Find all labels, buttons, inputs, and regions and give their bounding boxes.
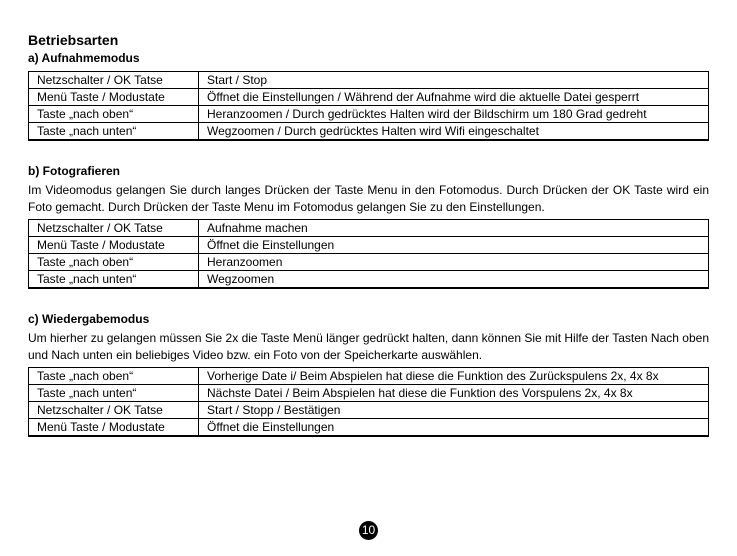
description-cell: Heranzoomen: [199, 254, 709, 271]
key-cell: Taste „nach oben“: [29, 254, 199, 271]
page-title: Betriebsarten: [28, 32, 119, 48]
table-row: [29, 106, 709, 123]
table-row: [29, 402, 709, 419]
table-row: [29, 419, 709, 437]
table-row: [29, 368, 709, 385]
key-cell: Taste „nach unten“: [29, 123, 199, 141]
table-row: [29, 385, 709, 402]
button-table-fotografieren: [28, 219, 709, 289]
table-row: [29, 237, 709, 254]
description-cell: Vorherige Date i/ Beim Abspielen hat diese die Funktion des Zurückspulens 2x, 4x 8x: [199, 368, 709, 385]
key-cell: Menü Taste / Modustate: [29, 419, 199, 437]
key-cell: Netzschalter / OK Tatse: [29, 220, 199, 237]
section-intro-wiedergabemodus: Um hierher zu gelangen müssen Sie 2x die Taste Menü länger gedrückt halten, dann können Sie mit Hilfe der Tasten Nach oben und Nach unten ein beliebiges Video bzw. ein Foto von der Speicherkarte auswählen.: [28, 331, 709, 362]
description-cell: Öffnet die Einstellungen: [199, 237, 709, 254]
description-cell: Heranzoomen / Durch gedrücktes Halten wird der Bildschirm um 180 Grad gedreht: [199, 106, 709, 123]
key-cell: Taste „nach unten“: [29, 385, 199, 402]
description-cell: Wegzoomen: [199, 271, 709, 289]
description-cell: Start / Stop: [199, 72, 709, 89]
table-row: [29, 254, 709, 271]
key-cell: Taste „nach unten“: [29, 271, 199, 289]
section-heading-aufnahmemodus: a) Aufnahmemodus: [28, 51, 140, 65]
key-cell: Menü Taste / Modustate: [29, 89, 199, 106]
table-row: [29, 220, 709, 237]
section-intro-fotografieren: Im Videomodus gelangen Sie durch langes Drücken der Taste Menu in den Fotomodus. Durch Drücken der OK Taste wird ein Foto gemacht. Durch Drücken der Taste Menu im Fotomodus gelangen Sie zu den Einstellungen.: [28, 183, 709, 214]
table-row: [29, 271, 709, 289]
button-table-wiedergabemodus: [28, 367, 709, 437]
table-row: [29, 89, 709, 106]
table-row: [29, 123, 709, 141]
description-cell: Start / Stopp / Bestätigen: [199, 402, 709, 419]
table-row: [29, 72, 709, 89]
button-table-aufnahmemodus: [28, 71, 709, 141]
key-cell: Taste „nach oben“: [29, 106, 199, 123]
description-cell: Aufnahme machen: [199, 220, 709, 237]
manual-page: [28, 30, 709, 437]
description-cell: Nächste Datei / Beim Abspielen hat diese die Funktion des Vorspulens 2x, 4x 8x: [199, 385, 709, 402]
key-cell: Menü Taste / Modustate: [29, 237, 199, 254]
description-cell: Öffnet die Einstellungen / Während der Aufnahme wird die aktuelle Datei gesperrt: [199, 89, 709, 106]
description-cell: Öffnet die Einstellungen: [199, 419, 709, 437]
key-cell: Taste „nach oben“: [29, 368, 199, 385]
description-cell: Wegzoomen / Durch gedrücktes Halten wird Wifi eingeschaltet: [199, 123, 709, 141]
section-heading-fotografieren: b) Fotografieren: [28, 164, 120, 178]
key-cell: Netzschalter / OK Tatse: [29, 402, 199, 419]
page-number-badge: 10: [359, 521, 378, 540]
key-cell: Netzschalter / OK Tatse: [29, 72, 199, 89]
section-heading-wiedergabemodus: c) Wiedergabemodus: [28, 312, 150, 326]
